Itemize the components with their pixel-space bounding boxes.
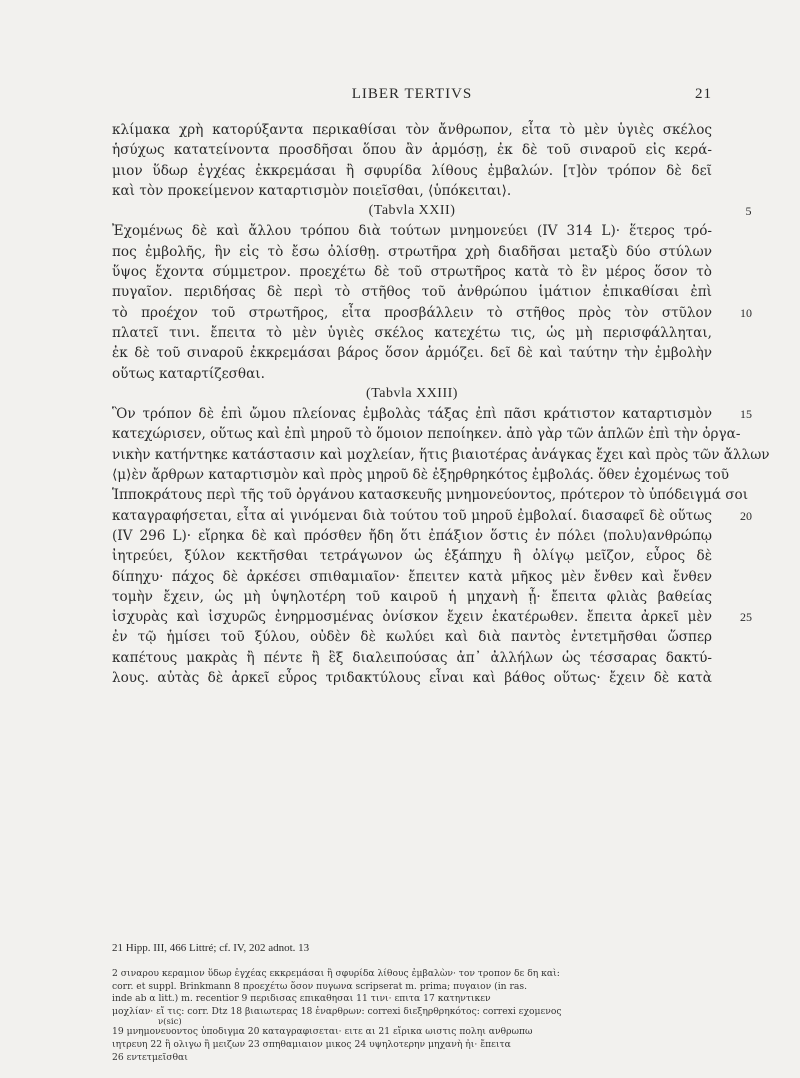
text-line (112, 587, 712, 607)
text-line (112, 668, 712, 688)
text-line (112, 607, 752, 627)
line-text: δίπηχυ· πάχος δὲ ἀρκέσει σπιθαμιαῖον· ἔπειτεν κατὰ μῆκος μὲν ἔνθεν καὶ ἔνθεν (112, 568, 712, 585)
text-line (112, 262, 712, 282)
text-line (112, 445, 770, 465)
line-text: ⟨μ⟩ὲν ἄρθρων καταρτισμὸν καὶ πρὸς μηροῦ δὲ ἐξηρθρηκότος ἐμβολάς. ὅθεν ἐχομένως τοῦ (112, 467, 729, 484)
line-text: ἐν τῷ ἡμίσει τοῦ ξύλου, οὐδὲν δὲ κωλύει καὶ διὰ παντὸς ἐντετμῆσθαι ὥσπερ (112, 629, 712, 646)
page-number: 21 (695, 86, 712, 102)
apparatus-line: corr. et suppl. Brinkmann 8 προεχέτω ὅσον πυγωνα scripserat m. prima; πυγαιον (in ras. (112, 980, 527, 992)
line-text: ἐκ δὲ τοῦ σιναροῦ ἐκκρεμάσαι βάρος ὅσον ἁρμόζει. δεῖ δὲ καὶ ταύτην τὴν ἐμβολὴν (112, 345, 712, 362)
text-line (112, 546, 712, 566)
line-number: 15 (740, 407, 752, 422)
apparatus-line: inde ab α litt.) m. recentior 9 περιδισας επικαθησαι 11 τινι· επιτα 17 κατηντικεν (112, 993, 491, 1005)
text-line (112, 323, 712, 343)
text-line (112, 140, 712, 160)
apparatus-line: μοχλίαν· εἴ τις: corr. Dtz 18 βιαιωτερας 18 ἐναρθρων: correxi διεξηρθρηκότος: correxi εχομενος (112, 1005, 562, 1017)
text-line (112, 424, 741, 444)
line-text: ὕψος ἔχοντα σύμμετρον. προεχέτω δὲ τοῦ στρωτῆρος κατὰ τὸ ἓν μέρος ὅσον τὸ (112, 264, 712, 281)
apparatus-line: 19 μνημονευοντος ὑποδιγμα 20 καταγραφισεται· ειτε αι 21 εἴρικα ωιστις ποληι ανθρωπω (112, 1026, 533, 1038)
text-line (112, 404, 752, 424)
line-text: ἡσύχως κατατείνοντα προσδῆσαι ὅπου ἂν ἁρμόσῃ, ἐκ δὲ τοῦ σιναροῦ εἰς κερά- (112, 142, 712, 159)
section-heading (112, 201, 752, 221)
line-text: τομὴν ἔχειν, ὡς μὴ ὑψηλοτέρη τοῦ καιροῦ ἡ μηχανὴ ᾖ· ἔπειτα φλιὰς βαθείας (112, 588, 712, 605)
text-line (112, 343, 712, 363)
main-text (112, 120, 770, 688)
line-text: καταγραφήσεται, εἶτα αἱ γινόμεναι διὰ τούτου τοῦ μηροῦ ἐμβολαί. διασαφεῖ δὲ οὕτως (112, 507, 712, 524)
apparatus-line: 26 εντετμεῖσθαι (112, 1051, 188, 1063)
line-text: Ὃν τρόπον δὲ ἐπὶ ὤμου πλείονας ἐμβολὰς τάξας ἐπὶ πᾶσι κράτιστον καταρτισμὸν (112, 406, 712, 423)
text-line (112, 364, 712, 384)
line-text: μιον ὕδωρ ἐγχέας ἐκκρεμάσαι ἢ σφυρίδα λίθους ἐμβαλών. [τ]ὸν τρόπον δὲ δεῖ (112, 162, 712, 179)
line-text: ἰσχυρὰς καὶ ἰσχυρῶς ἐνηρμοσμένας ὀνίσκον ἔχειν ἑκατέρωθεν. ἔπειτα ἀρκεῖ μὲν (112, 609, 712, 626)
section-heading (112, 384, 712, 404)
source-footnote: 21 Hipp. III, 466 Littré; cf. IV, 202 adnot. 13 (112, 942, 310, 954)
critical-apparatus (112, 968, 712, 1064)
text-line (112, 120, 712, 140)
text-line (112, 506, 752, 526)
apparatus-line: ν(sic) (158, 1018, 182, 1027)
line-text: καὶ τὸν προκείμενον καταρτισμὸν ποιεῖσθαι, ⟨ὑπόκειται⟩. (112, 182, 512, 199)
text-line (112, 181, 712, 201)
line-text: (Tabvla XXII) (368, 203, 456, 219)
line-text: (IV 296 L)· εἴρηκα δὲ καὶ πρόσθεν ἤδη ὅτι ἐπάξιον ὅστις ἐν πόλει ⟨πολυ⟩ανθρώπῳ (112, 527, 712, 544)
text-line (112, 161, 712, 181)
line-text: κατεχώρισεν, οὕτως καὶ ἐπὶ μηροῦ τὸ ὅμοιον πεποίηκεν. ἀπὸ γὰρ τῶν ἁπλῶν ἐπὶ τὴν ὀργα- (112, 426, 741, 443)
line-text: λους. αὐτὰς δὲ ἀρκεῖ εὖρος τριδακτύλους εἶναι καὶ βάθος οὕτως· ἔχειν δὲ κατὰ (112, 670, 712, 687)
line-number: 10 (740, 305, 752, 320)
text-line (112, 242, 712, 262)
page-header (112, 86, 712, 108)
line-text: (Tabvla XXIII) (366, 385, 458, 401)
text-line (112, 221, 712, 241)
line-text: νικὴν κατήντηκε κατάστασιν καὶ μοχλείαν, ἥτις βιαιοτέρας ἀνάγκας ἔχει καὶ πρὸς τῶν ἄλλων (112, 446, 770, 463)
line-number: 5 (745, 204, 752, 219)
line-text: Ἱπποκράτους περὶ τῆς τοῦ ὀργάνου κατασκευῆς μνημονεύοντος, πρότερον τὸ ὑπόδειγμά σοι (112, 487, 749, 504)
line-text: πυγαῖον. περιδήσας δὲ περὶ τὸ στῆθος τοῦ ἀνθρώπου ἱμάτιον ἐπικαθίσαι ἐπὶ (112, 284, 712, 301)
text-line (112, 485, 749, 505)
text-line (112, 303, 752, 323)
line-text: πλατεῖ τινι. ἔπειτα τὸ μὲν ὑγιὲς σκέλος κατεχέτω τις, ὡς μὴ περισφάλληται, (112, 324, 712, 341)
text-line (112, 465, 729, 485)
text-line (112, 526, 712, 546)
text-line (112, 282, 712, 302)
line-number: 20 (740, 508, 752, 523)
line-text: κλίμακα χρὴ κατορύξαντα περικαθίσαι τὸν ἄνθρωπον, εἶτα τὸ μὲν ὑγιὲς σκέλος (112, 122, 712, 138)
line-number: 25 (740, 610, 752, 625)
line-text: τὸ προέχον τοῦ στρωτῆρος, εἶτα προσβάλλειν τὸ στῆθος πρὸς τὸν στῦλον (112, 304, 712, 321)
apparatus-line: ιητρευη 22 ἢ ολιγω ἢ μειζων 23 σπηθαμιαιον μικος 24 υψηλοτερην μηχανὴ ἠι· ἔπειτα (112, 1038, 511, 1050)
running-title: LIBER TERTIVS (351, 86, 473, 102)
apparatus-line: 2 σιναρου κεραμιον ὕδωρ ἐγχέας εκκρεμάσαι ἢ σφυρίδα λίθους ἐμβαλὼν· τον τροπον δε δη καὶ: (112, 968, 560, 979)
text-line (112, 627, 712, 647)
line-text: Ἐχομένως δὲ καὶ ἄλλου τρόπου διὰ τούτων μνημονεύει (IV 314 L)· ἕτερος τρό- (112, 223, 712, 240)
line-text: ἰητρεύει, ξύλον κεκτῆσθαι τετράγωνον ὡς ἑξάπηχυ ἢ ὀλίγῳ μεῖζον, εὖρος δὲ (112, 548, 712, 565)
line-text: πος ἐμβολῆς, ἣν εἰς τὸ ἔσω ὀλίσθῃ. στρωτῆρα χρὴ διαδῆσαι μεταξὺ δύο στύλων (112, 243, 712, 260)
text-line (112, 648, 712, 668)
text-line (112, 567, 712, 587)
line-text: οὕτως καταρτίζεσθαι. (112, 365, 265, 382)
line-text: καπέτους μακρὰς ἢ πέντε ἢ ἓξ διαλειπούσας ἀπ᾽ ἀλλήλων ὡς τέσσαρας δακτύ- (112, 649, 712, 666)
